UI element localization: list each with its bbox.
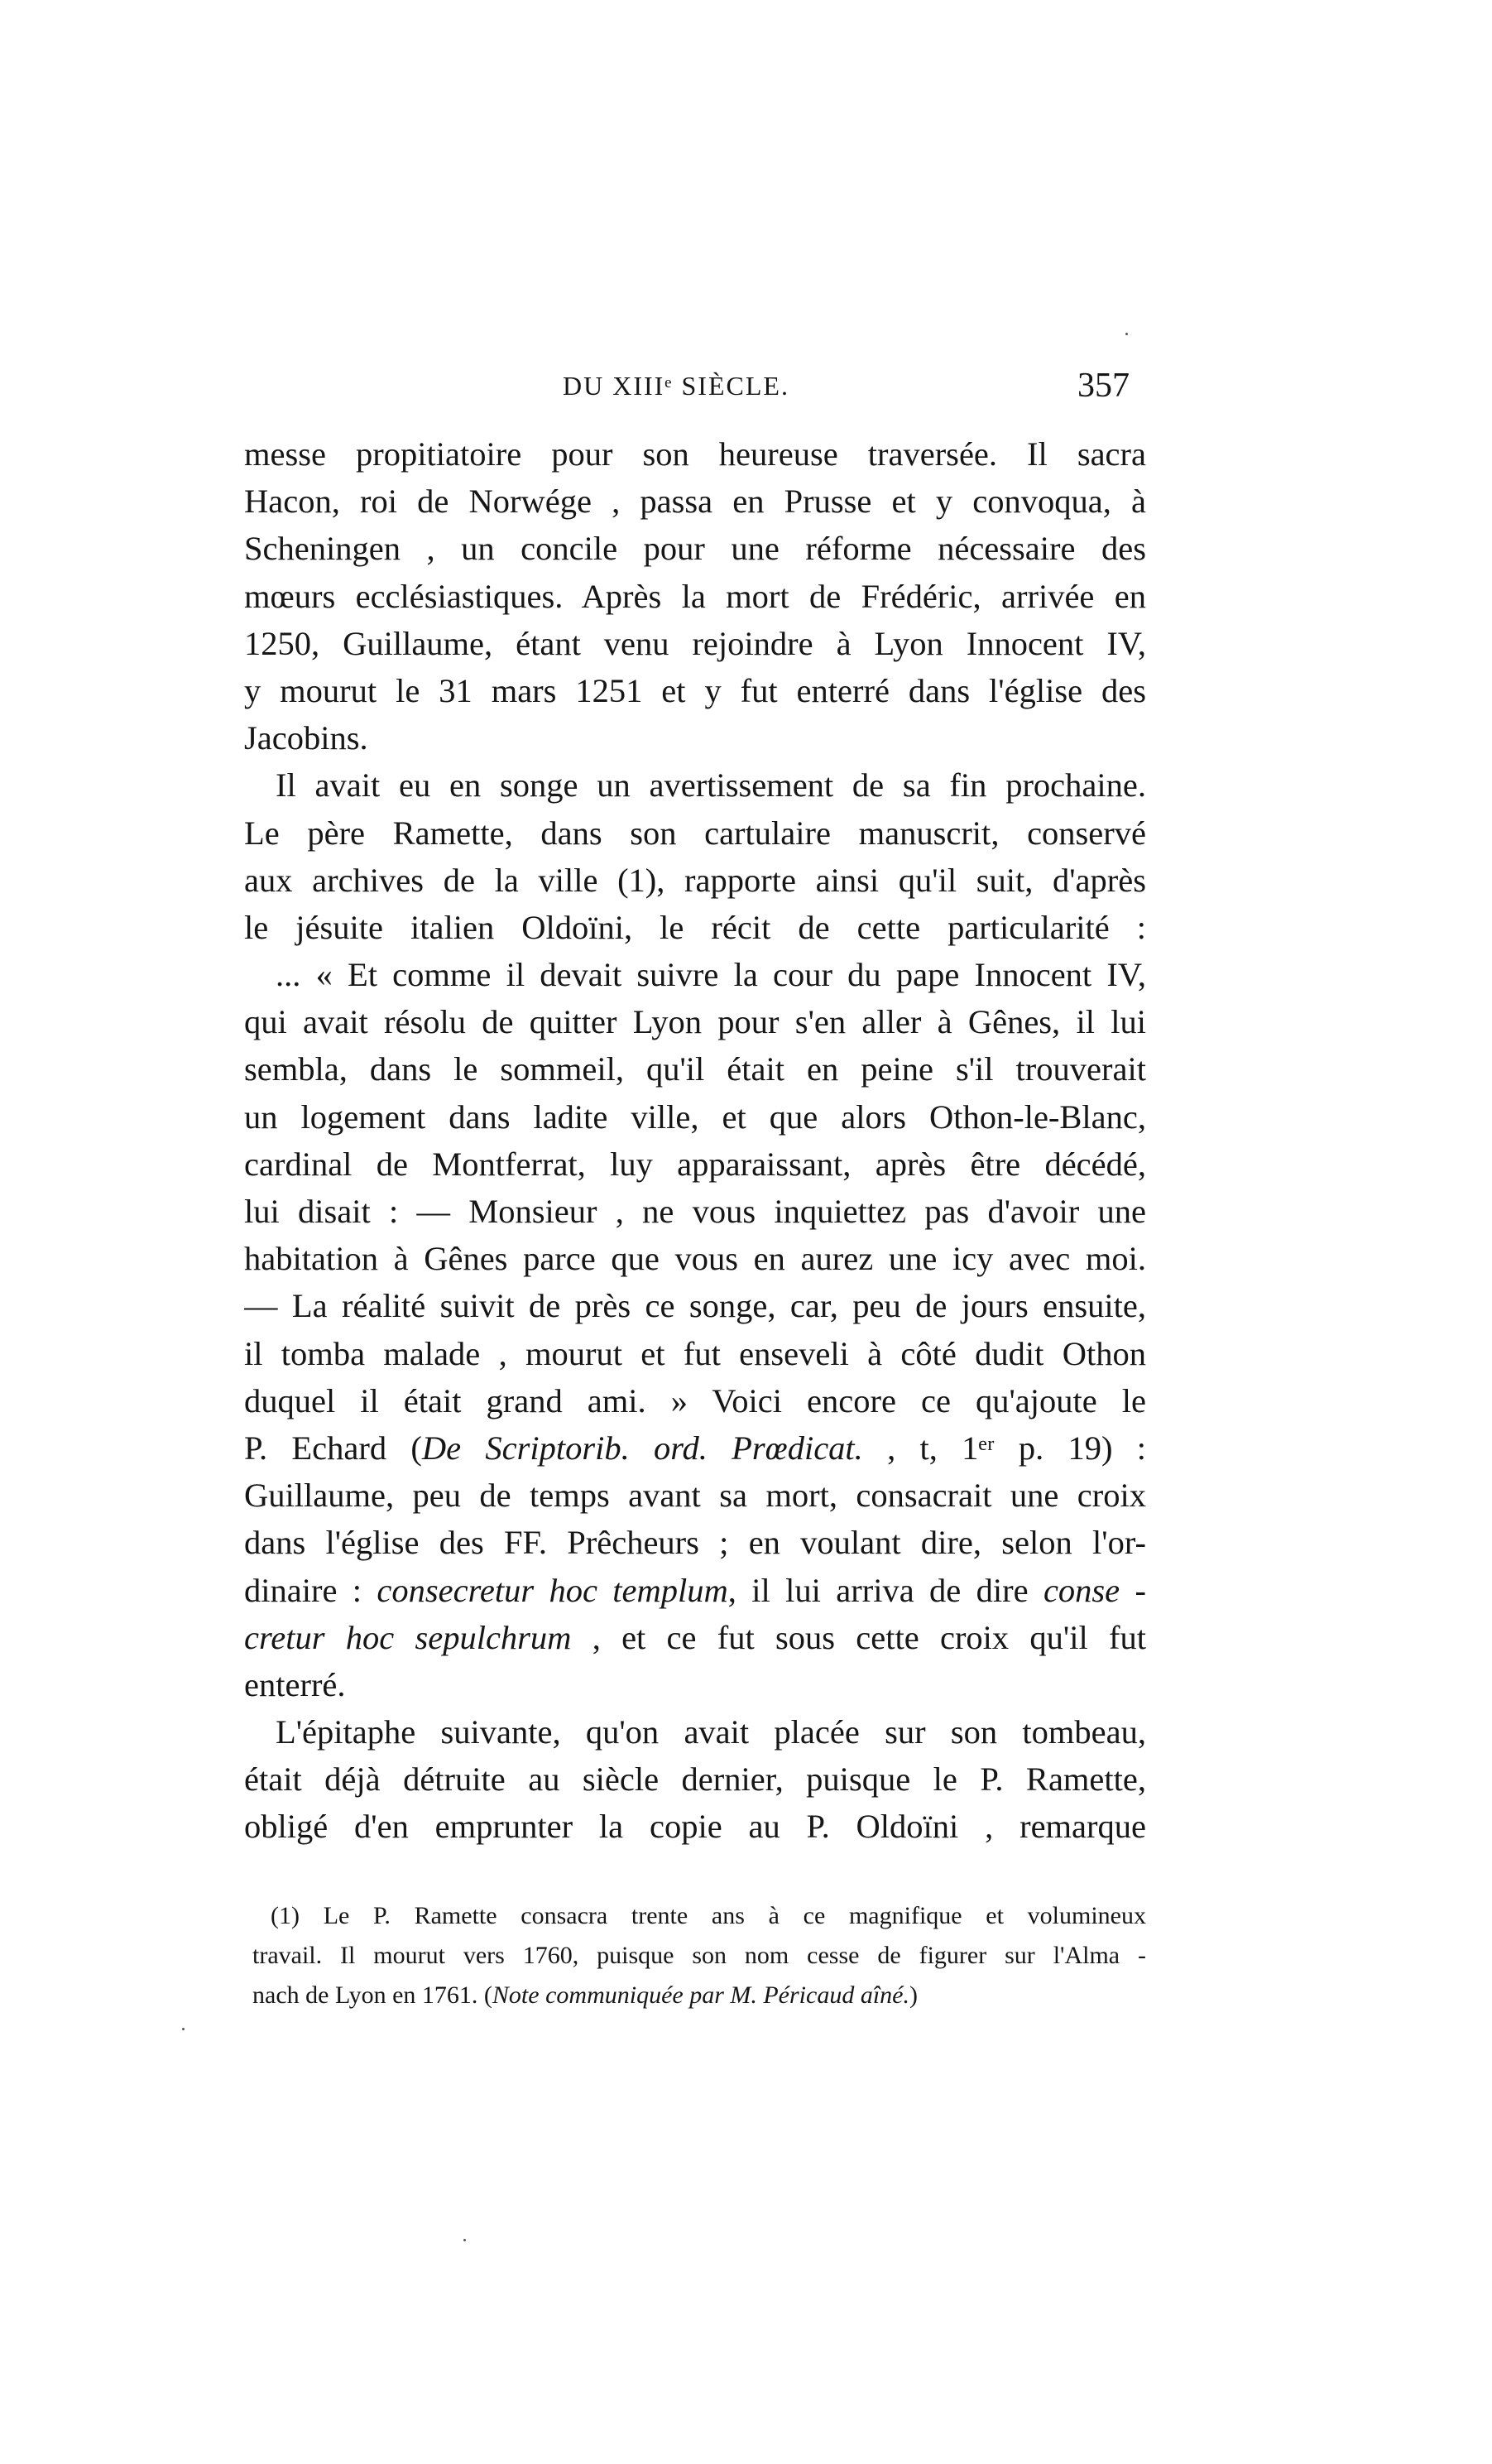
text-segment: , t, 1ᵉʳ p. 19) : — [862, 1429, 1146, 1467]
text-line: L'épitaphe suivante, qu'on avait placée sur son tombeau, — [276, 1713, 1146, 1751]
footnote-line: (1) Le P. Ramette consacra trente ans à ce magnifique et volumineux — [271, 1902, 1146, 1929]
text-line: cardinal de Montferrat, luy apparaissant, après être décédé, — [244, 1145, 1146, 1183]
text-line: habitation à Gênes parce que vous en aurez une icy avec moi. — [244, 1240, 1146, 1278]
italic-citation: De Scriptorib. ord. Prœdicat. — [421, 1429, 863, 1467]
text-line: aux archives de la ville (1), rapporte ainsi qu'il suit, d'après — [244, 861, 1146, 899]
text-line: enterré. — [244, 1665, 346, 1703]
page-header — [0, 367, 1492, 420]
text-line: dans l'église des FF. Prêcheurs ; en voulant dire, selon l'or- — [244, 1524, 1146, 1562]
text-line: sembla, dans le sommeil, qu'il était en peine s'il trouverait — [244, 1050, 1146, 1088]
text-line: qui avait résolu de quitter Lyon pour s'en aller à Gênes, il lui — [244, 1003, 1146, 1041]
text-segment: nach de Lyon en 1761. ( — [252, 1981, 492, 2009]
page-number: 357 — [1077, 367, 1130, 405]
italic-latin: cretur hoc sepulchrum — [244, 1618, 572, 1656]
text-segment: , il lui arriva de dire — [727, 1571, 1043, 1609]
text-line: messe propitiatoire pour son heureuse traversée. Il sacra — [244, 435, 1146, 473]
text-line: était déjà détruite au siècle dernier, puisque le P. Ramette, — [244, 1760, 1146, 1799]
text-segment: dinaire : — [244, 1571, 377, 1609]
text-line: le jésuite italien Oldoïni, le récit de cette particularité : — [244, 908, 1146, 946]
italic-latin: conse - — [1043, 1571, 1146, 1609]
text-line: Guillaume, peu de temps avant sa mort, consacrait une croix — [244, 1477, 1146, 1515]
text-line: un logement dans ladite ville, et que alors Othon-le-Blanc, — [244, 1098, 1146, 1136]
text-line: 1250, Guillaume, étant venu rejoindre à Lyon Innocent IV, — [244, 624, 1146, 662]
text-segment: P. Echard ( — [244, 1429, 422, 1467]
text-line: duquel il était grand ami. » Voici encore ce qu'ajoute le — [244, 1381, 1146, 1419]
text-line: Scheningen , un concile pour une réforme nécessaire des — [244, 530, 1146, 568]
text-line — [244, 1614, 1146, 1661]
footnote-line: travail. Il mourut vers 1760, puisque son nom cesse de figurer sur l'Alma - — [252, 1942, 1146, 1969]
main-text — [244, 430, 1146, 1851]
paper-speck — [1125, 333, 1128, 335]
text-line — [244, 1424, 1146, 1472]
italic-note: Note communiquée par M. Péricaud aîné. — [492, 1981, 909, 2009]
paper-speck — [182, 2028, 185, 2030]
text-line: lui disait : — Monsieur , ne vous inquiettez pas d'avoir une — [244, 1193, 1146, 1230]
text-segment: , et ce fut sous cette croix qu'il fut — [571, 1618, 1146, 1656]
footnote-line — [252, 1976, 1146, 2015]
text-line: Il avait eu en songe un avertissement de sa fin prochaine. — [276, 766, 1146, 805]
text-segment: ) — [909, 1981, 918, 2009]
text-line: obligé d'en emprunter la copie au P. Oldoïni , remarque — [244, 1808, 1146, 1846]
paper-speck — [463, 2239, 466, 2241]
text-line: il tomba malade , mourut et fut enseveli à côté dudit Othon — [244, 1334, 1146, 1372]
text-line: y mourut le 31 mars 1251 et y fut enterré dans l'église des — [244, 671, 1146, 709]
footnote — [252, 1896, 1146, 2015]
text-line: Hacon, roi de Norwége , passa en Prusse et y convoqua, à — [244, 483, 1146, 521]
text-line — [244, 1567, 1146, 1614]
text-line: Jacobins. — [244, 719, 368, 757]
running-head: DU XIIIᵉ SIÈCLE. — [563, 371, 789, 401]
text-line: Le père Ramette, dans son cartulaire manuscrit, conservé — [244, 814, 1146, 852]
text-line: mœurs ecclésiastiques. Après la mort de Frédéric, arrivée en — [244, 577, 1146, 615]
text-line: — La réalité suivit de près ce songe, car, peu de jours ensuite, — [244, 1287, 1146, 1325]
italic-latin: consecretur hoc templum — [377, 1571, 728, 1609]
text-line: ... « Et comme il devait suivre la cour du pape Innocent IV, — [276, 956, 1146, 994]
